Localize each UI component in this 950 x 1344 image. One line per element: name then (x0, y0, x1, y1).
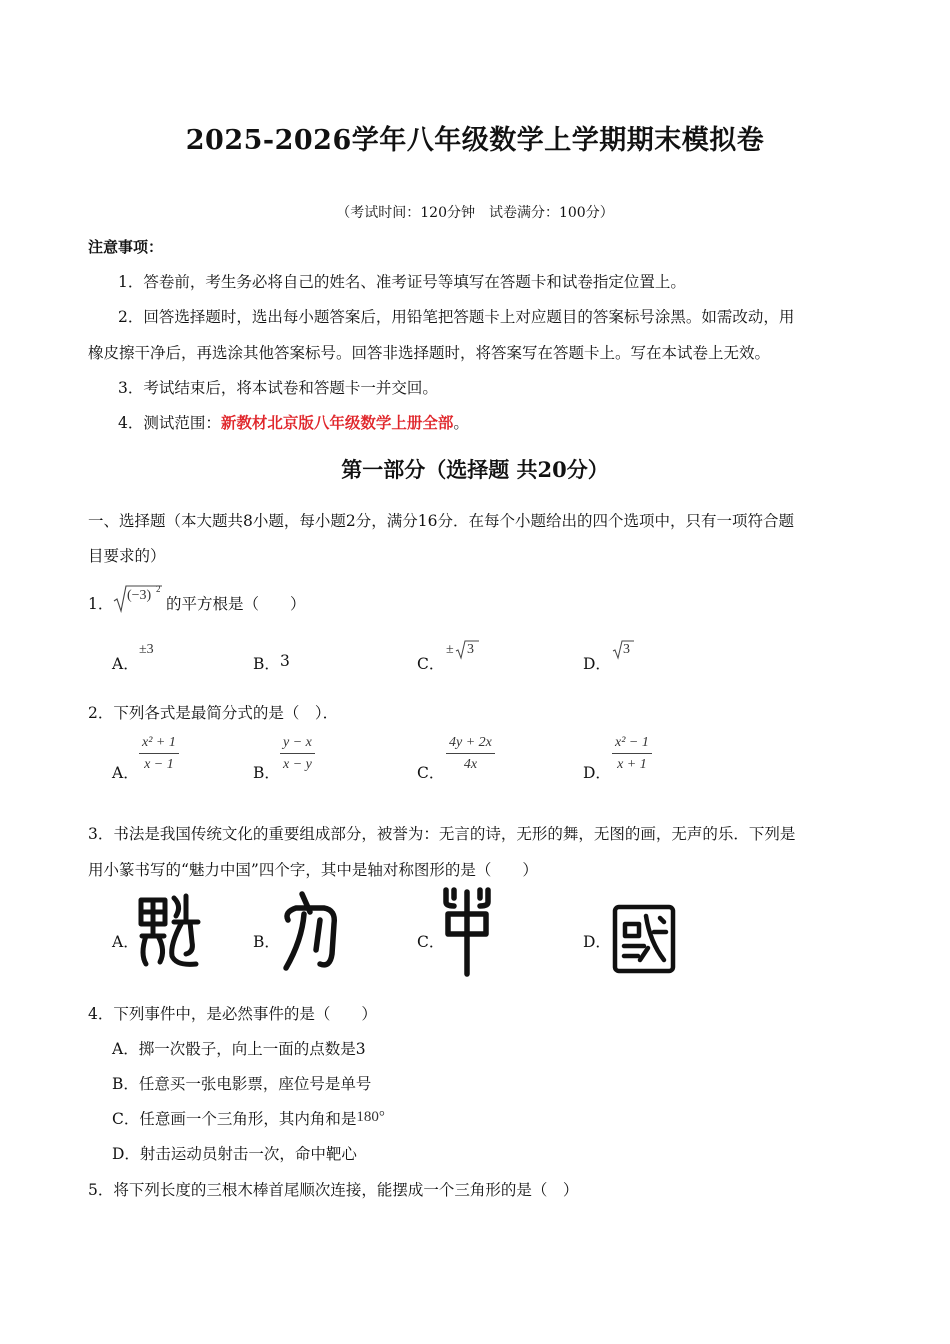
q4-option-c (112, 1107, 385, 1129)
q4-option-a: A．掷一次骰子，向上一面的点数是3 (112, 1040, 366, 1058)
q3-option-a-label: A． (112, 933, 139, 951)
q2-option-d-label: D． (583, 764, 611, 782)
exam-title: 2025-2026学年八年级数学上学期期末模拟卷 (185, 125, 765, 156)
q2-option-b-numerator: y − x (280, 735, 315, 754)
q2-option-c-numerator: 4y + 2x (446, 735, 495, 754)
q1-expr-exponent: 2 (156, 584, 161, 594)
q2-option-d-denominator: x + 1 (617, 757, 647, 772)
q1-option-a-label: A． (112, 655, 139, 673)
q1-option-b-value: 3 (280, 652, 290, 670)
exam-subtitle: （考试时间：120分钟 试卷满分：100分） (336, 205, 614, 221)
notes-heading: 注意事项： (88, 238, 164, 256)
note-2-line-1: 2．回答选择题时，选出每小题答案后，用铅笔把答题卡上对应题目的答案标号涂黑。如需改动，用 (118, 308, 795, 326)
q1-stem: 的平方根是（ ） (166, 595, 306, 613)
q3-stem-line-2: 用小篆书写的“魅力中国”四个字，其中是轴对称图形的是（ ） (88, 861, 538, 879)
q2-option-c-fraction (446, 735, 495, 773)
note-3: 3．考试结束后，将本试卷和答题卡一并交回。 (118, 379, 438, 397)
seal-char-mei-icon (136, 892, 202, 972)
q1-option-c-label: C． (417, 655, 445, 673)
q4-option-c-text: C．任意画一个三角形，其内角和是 (112, 1110, 357, 1128)
q2-option-c-denominator: 4x (463, 757, 478, 772)
q3-option-c-label: C． (417, 933, 445, 951)
q3-stem-line-1: 3．书法是我国传统文化的重要组成部分，被誉为：无言的诗，无形的舞，无图的画，无声的乐．下列是 (88, 825, 796, 843)
q3-option-b-label: B． (253, 933, 280, 951)
q5-stem: 5．将下列长度的三根木棒首尾顺次连接，能摆成一个三角形的是（ ） (88, 1181, 579, 1199)
q4-option-c-math: 180° (356, 1109, 385, 1125)
section-header-line-2: 目要求的） (88, 547, 166, 565)
q2-option-a-numerator: x² + 1 (139, 735, 179, 754)
q1-option-b-label: B． (253, 655, 280, 673)
q4-option-d: D．射击运动员射击一次，命中靶心 (112, 1145, 357, 1163)
q2-option-d-numerator: x² − 1 (612, 735, 652, 754)
q4-stem: 4．下列事件中，是必然事件的是（ ） (88, 1005, 377, 1023)
seal-char-guo-icon (610, 902, 678, 976)
q2-option-b-label: B． (253, 764, 280, 782)
note-4-scope: 新教材北京版八年级数学上册全部 (220, 413, 454, 432)
q2-option-c-label: C． (417, 764, 445, 782)
section-header-line-1: 一、选择题（本大题共8小题，每小题2分，满分16分．在每个小题给出的四个选项中，只有一项符合题 (88, 512, 794, 530)
q2-option-b-denominator: x − y (283, 757, 312, 772)
q1-expr-inner: (−3) (127, 588, 152, 603)
q2-option-b-fraction (280, 735, 315, 773)
q2-stem: 2．下列各式是最简分式的是（ ）． (88, 704, 339, 722)
q2-option-a-denominator: x − 1 (144, 757, 174, 772)
note-4 (118, 411, 469, 433)
q1-option-d-label: D． (583, 655, 611, 673)
q1-option-c-radicand: 3 (467, 642, 474, 657)
part-one-title: 第一部分（选择题 共20分） (341, 457, 609, 482)
q2-option-d-fraction (612, 735, 652, 773)
note-4-prefix: 4．测试范围： (118, 414, 221, 432)
q2-option-a-label: A． (112, 764, 139, 782)
seal-char-li-icon (280, 890, 342, 974)
q1-option-a-value: ±3 (139, 642, 154, 657)
note-1: 1．答卷前，考生务必将自己的姓名、准考证号等填写在答题卡和试卷指定位置上。 (118, 273, 686, 291)
note-4-suffix: 。 (453, 414, 469, 432)
q1-number: 1． (88, 595, 114, 613)
seal-char-zhong-icon (440, 886, 494, 978)
q4-option-b: B．任意买一张电影票，座位号是单号 (112, 1075, 372, 1093)
note-2-line-2: 橡皮擦干净后，再选涂其他答案标号。回答非选择题时，将答案写在答题卡上。写在本试卷上无效。 (88, 344, 771, 362)
q1-option-c-pm: ± (446, 642, 454, 657)
q1-option-d-radicand: 3 (623, 642, 630, 657)
q3-option-d-label: D． (583, 933, 611, 951)
q2-option-a-fraction (139, 735, 179, 773)
